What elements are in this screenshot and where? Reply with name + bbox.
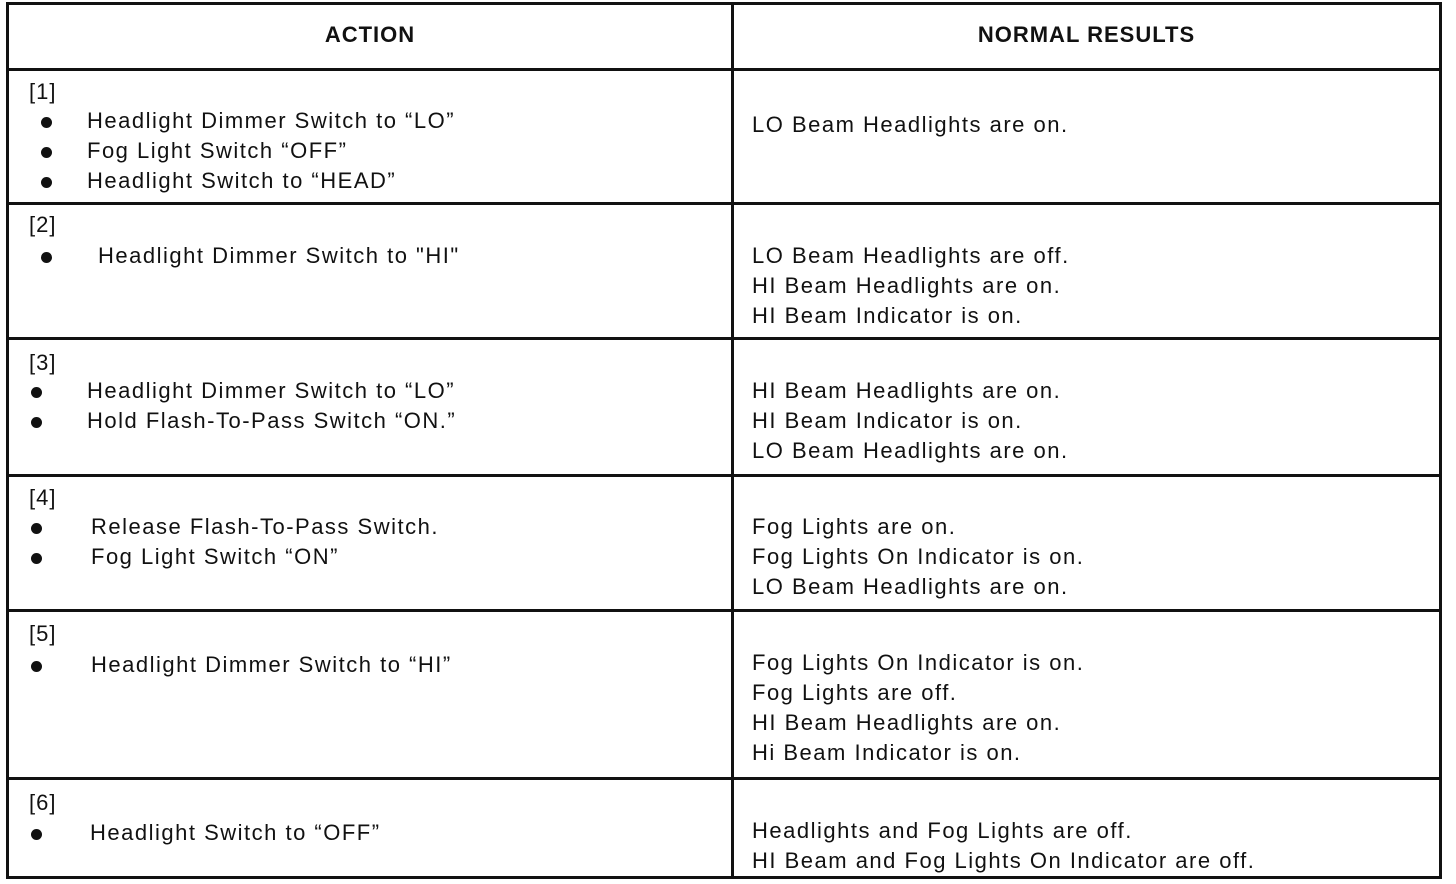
step-number: [6] (29, 790, 57, 815)
action-text: Hold Flash-To-Pass Switch “ON.” (87, 408, 457, 433)
action-cell (9, 71, 731, 202)
result-cell (734, 612, 1439, 777)
result-cell (734, 477, 1439, 609)
result-text: HI Beam Headlights are on. (752, 378, 1062, 403)
result-text: Fog Lights On Indicator is on. (752, 650, 1085, 675)
result-text: Hi Beam Indicator is on. (752, 740, 1022, 765)
bullet-icon (41, 177, 52, 188)
step-number: [5] (29, 621, 57, 646)
result-text: HI Beam Headlights are on. (752, 710, 1062, 735)
header-row (9, 5, 1439, 68)
bullet-icon (41, 252, 52, 263)
action-text: Headlight Dimmer Switch to "HI" (98, 243, 460, 268)
result-text: LO Beam Headlights are on. (752, 438, 1069, 463)
action-text: Headlight Dimmer Switch to “HI” (91, 652, 452, 677)
action-cell (9, 205, 731, 337)
action-text: Headlight Dimmer Switch to “LO” (87, 108, 456, 133)
action-cell (9, 780, 731, 876)
header-cell-action (9, 5, 731, 68)
result-text: Headlights and Fog Lights are off. (752, 818, 1133, 843)
procedure-table (6, 2, 1442, 879)
bullet-icon (31, 417, 42, 428)
step-number: [2] (29, 212, 57, 237)
result-text: LO Beam Headlights are off. (752, 243, 1070, 268)
table-row (9, 202, 1439, 337)
result-cell (734, 780, 1439, 876)
action-cell (9, 477, 731, 609)
result-text: Fog Lights On Indicator is on. (752, 544, 1085, 569)
result-text: Fog Lights are off. (752, 680, 958, 705)
result-text: LO Beam Headlights are on. (752, 574, 1069, 599)
action-text: Headlight Switch to “HEAD” (87, 168, 397, 193)
action-text: Release Flash-To-Pass Switch. (91, 514, 439, 539)
result-text: HI Beam Indicator is on. (752, 408, 1023, 433)
action-text: Fog Light Switch “ON” (91, 544, 339, 569)
result-text: HI Beam Headlights are on. (752, 273, 1062, 298)
result-cell (734, 340, 1439, 474)
table-row (9, 609, 1439, 777)
result-text: Fog Lights are on. (752, 514, 957, 539)
action-text: Headlight Switch to “OFF” (90, 820, 381, 845)
column-header-action: ACTION (324, 22, 416, 47)
action-text: Headlight Dimmer Switch to “LO” (87, 378, 456, 403)
bullet-icon (31, 661, 42, 672)
bullet-icon (41, 117, 52, 128)
table-row (9, 474, 1439, 609)
result-cell (734, 205, 1439, 337)
result-text: HI Beam and Fog Lights On Indicator are off. (752, 848, 1256, 873)
table-row (9, 337, 1439, 474)
bullet-icon (41, 147, 52, 158)
bullet-icon (31, 829, 42, 840)
bullet-icon (31, 387, 42, 398)
result-text: LO Beam Headlights are on. (752, 112, 1069, 137)
bullet-icon (31, 553, 42, 564)
action-text: Fog Light Switch “OFF” (87, 138, 348, 163)
result-cell (734, 71, 1439, 202)
bullet-icon (31, 523, 42, 534)
header-cell-results (734, 5, 1439, 68)
action-cell (9, 340, 731, 474)
column-header-results: NORMAL RESULTS (977, 22, 1196, 47)
result-text: HI Beam Indicator is on. (752, 303, 1023, 328)
step-number: [3] (29, 350, 57, 375)
step-number: [1] (29, 79, 57, 104)
action-cell (9, 612, 731, 777)
table-row (9, 68, 1439, 202)
step-number: [4] (29, 485, 57, 510)
table-row (9, 777, 1439, 876)
